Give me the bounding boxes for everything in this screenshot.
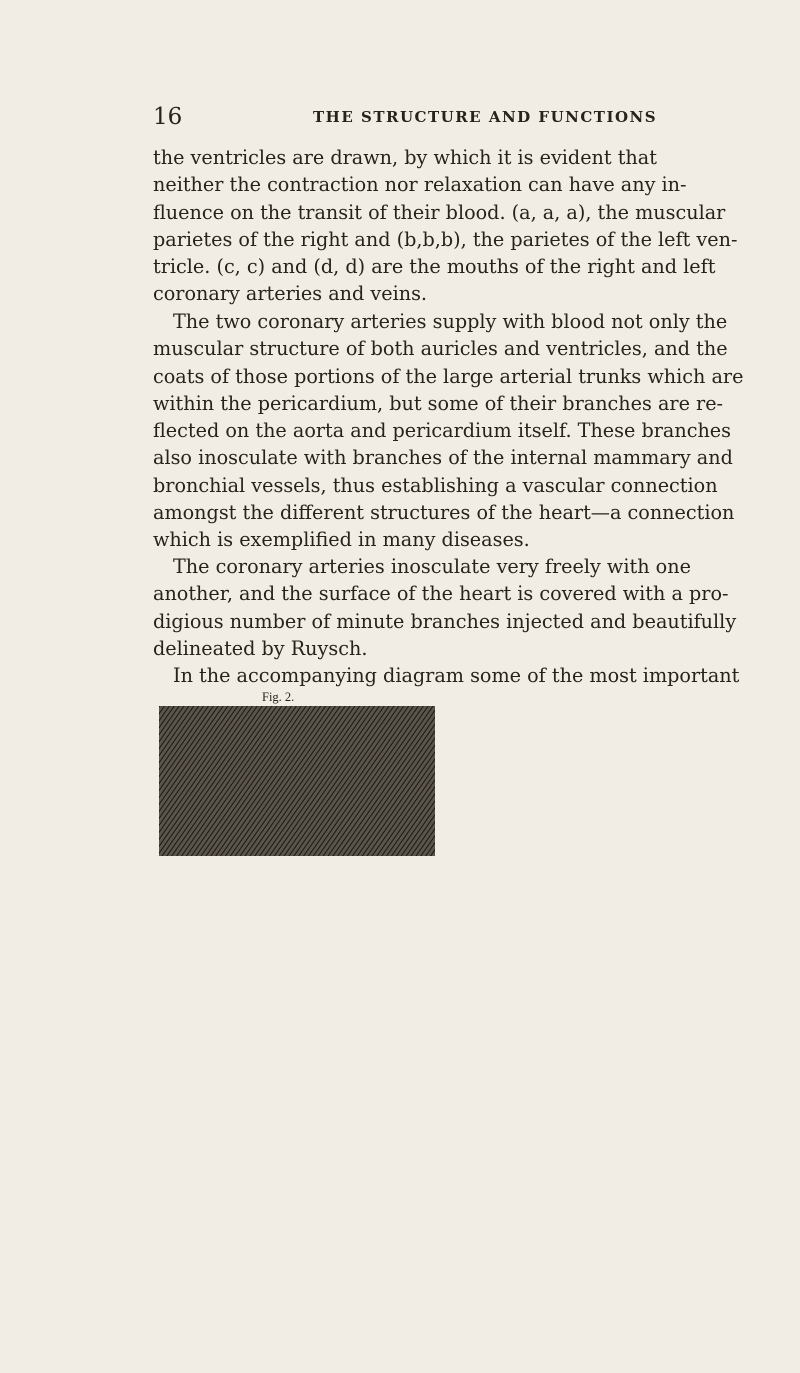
text-line: the ventricles are drawn, by which it is evident that <box>153 146 657 169</box>
text-line: muscular structure of both auricles and ventricles, and the <box>153 337 728 361</box>
page-number: 16 <box>153 104 183 130</box>
text-line: neither the contraction nor relaxation can have any in- <box>153 173 687 197</box>
text-line: coronary arteries and veins. <box>153 282 428 306</box>
text-line: The two coronary arteries supply with blood not only the <box>173 310 728 333</box>
text-line: another, and the surface of the heart is covered with a pro- <box>153 582 729 606</box>
text-line: delineated by Ruysch. <box>153 636 368 660</box>
paragraph-2 <box>153 308 744 554</box>
heart-engraving <box>159 706 435 856</box>
text-line: tricle. (c, c) and (d, d) are the mouths of the right and left <box>153 255 716 279</box>
text-line: In the accompanying diagram some of the most important <box>173 664 740 687</box>
text-line: coats of those portions of the large arterial trunks which are <box>153 364 744 388</box>
text-line: which is exemplified in many diseases. <box>153 528 530 552</box>
text-line: bronchial vessels, thus establishing a vascular connection <box>153 473 718 497</box>
paragraph-3-block <box>153 553 737 662</box>
heart-diagram <box>159 706 435 995</box>
text-line: amongst the different structures of the heart—a connection <box>153 501 735 525</box>
figure-caption: Fig. 2. <box>262 690 295 704</box>
text-line: parietes of the right and (b,b,b), the parietes of the left ven- <box>153 227 738 251</box>
text-line: within the pericardium, but some of their branches are re- <box>153 391 724 415</box>
text-line: The coronary arteries inosculate very freely with one <box>173 555 691 578</box>
text-line: digious number of minute branches injected and beautifully <box>153 609 737 633</box>
paragraph-4-lead <box>153 662 740 689</box>
engraving-background <box>159 706 435 856</box>
text-line: flected on the aorta and pericardium itself. These branches <box>153 419 732 443</box>
text-line: also inosculate with branches of the internal mammary and <box>153 446 733 470</box>
page-header <box>153 104 673 134</box>
running-head: THE STRUCTURE AND FUNCTIONS <box>313 108 658 126</box>
text-line: fluence on the transit of their blood. (a, a, a), the muscular <box>153 200 726 224</box>
paragraph-1 <box>153 144 738 308</box>
